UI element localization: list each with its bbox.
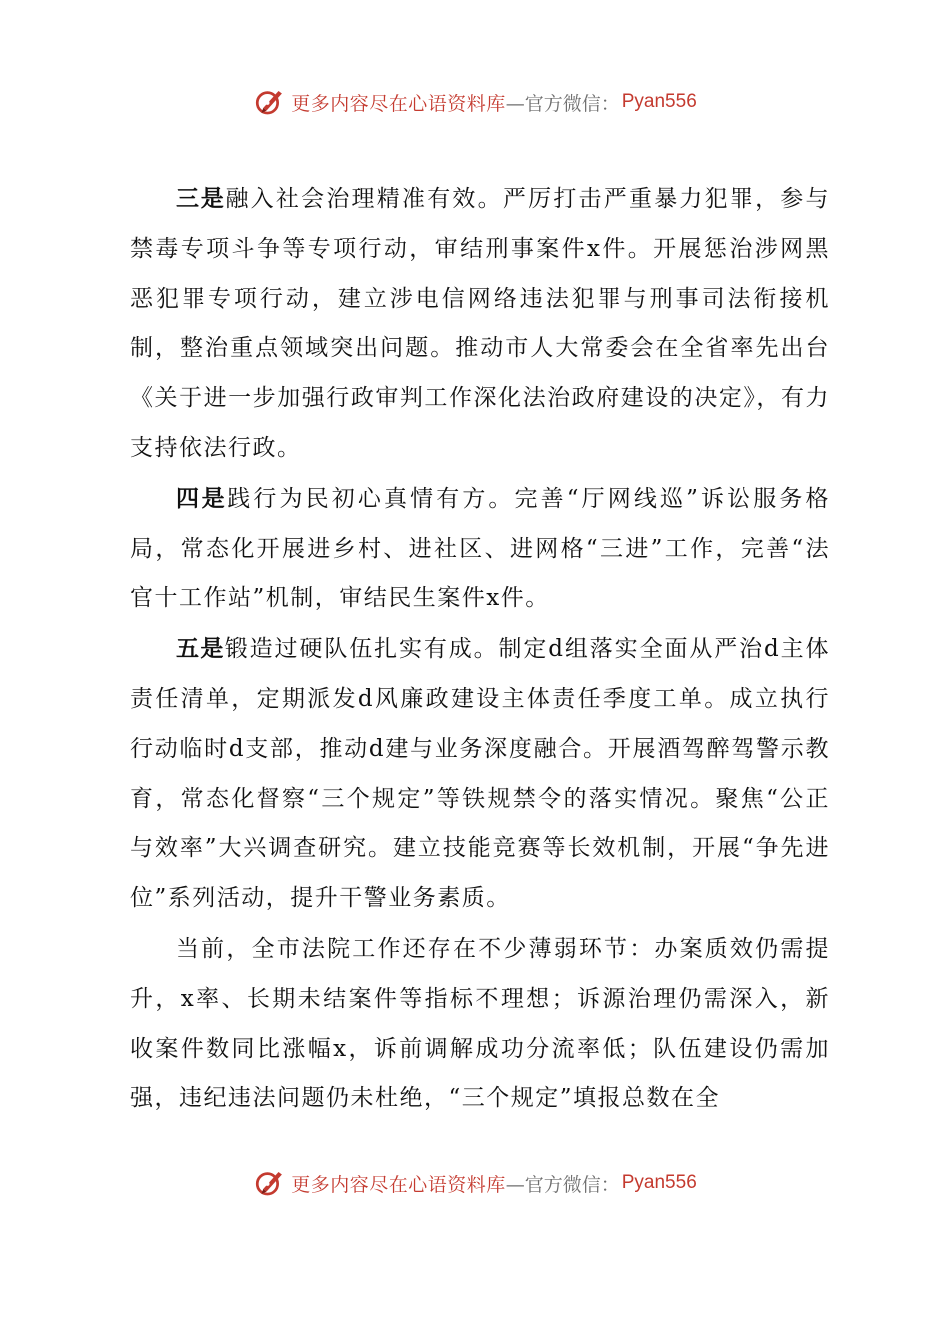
paragraph-3 <box>130 624 830 924</box>
paragraph-1 <box>130 174 830 474</box>
paragraph-lead: 五是 <box>176 635 225 663</box>
paragraph-text: 践行为民初心真情有方。完善“厅网线巡”诉讼服务格局，常态化开展进乡村、进社区、进网格“三进”工作，完善“法官十工作站”机制，审结民生案件x件。 <box>130 485 830 612</box>
document-body <box>130 174 830 1124</box>
banner-title: 更多内容尽在心语资料库 <box>291 92 506 115</box>
pen-logo-icon <box>253 1166 287 1200</box>
banner-wechat-id: Pyan556 <box>621 91 697 112</box>
paragraph-lead: 三是 <box>176 185 226 212</box>
banner-wechat-id: Pyan556 <box>621 1172 697 1193</box>
banner-title: 更多内容尽在心语资料库 <box>291 1173 506 1196</box>
paragraph-lead: 四是 <box>176 484 228 512</box>
banner-separator: —官方微信： <box>505 1173 620 1196</box>
paragraph-4 <box>130 924 830 1124</box>
banner-separator: —官方微信： <box>505 92 620 115</box>
paragraph-text: 锻造过硬队伍扎实有成。制定d组落实全面从严治d主体责任清单，定期派发d风廉政建设主体责任季度工单。成立执行行动临时d支部，推动d建与业务深度融合。开展酒驾醉驾警示教育，常态化督察“三个规定”等铁规禁令的落实情况。聚焦“公正与效率”大兴调查研究。建立技能竞赛等长效机制，开展“争先进位”系列活动，提升干警业务素质。 <box>130 636 831 912</box>
footer-banner <box>0 1161 950 1205</box>
header-banner <box>0 80 950 124</box>
paragraph-2 <box>130 474 830 624</box>
pen-logo-icon <box>253 85 287 119</box>
paragraph-text: 融入社会治理精准有效。严厉打击严重暴力犯罪，参与禁毒专项斗争等专项行动，审结刑事案件x件。开展惩治涉网黑恶犯罪专项行动，建立涉电信网络违法犯罪与刑事司法衔接机制，整治重点领域突出问题。推动市人大常委会在全省率先出台《关于进一步加强行政审判工作深化法治政府建设的决定》，有力支持依法行政。 <box>130 186 831 461</box>
paragraph-text: 当前，全市法院工作还存在不少薄弱环节：办案质效仍需提升，x率、长期未结案件等指标不理想；诉源治理仍需深入，新收案件数同比涨幅x，诉前调解成功分流率低；队伍建设仍需加强，违纪违法问题仍未杜绝，“三个规定”填报总数在全 <box>130 935 830 1112</box>
